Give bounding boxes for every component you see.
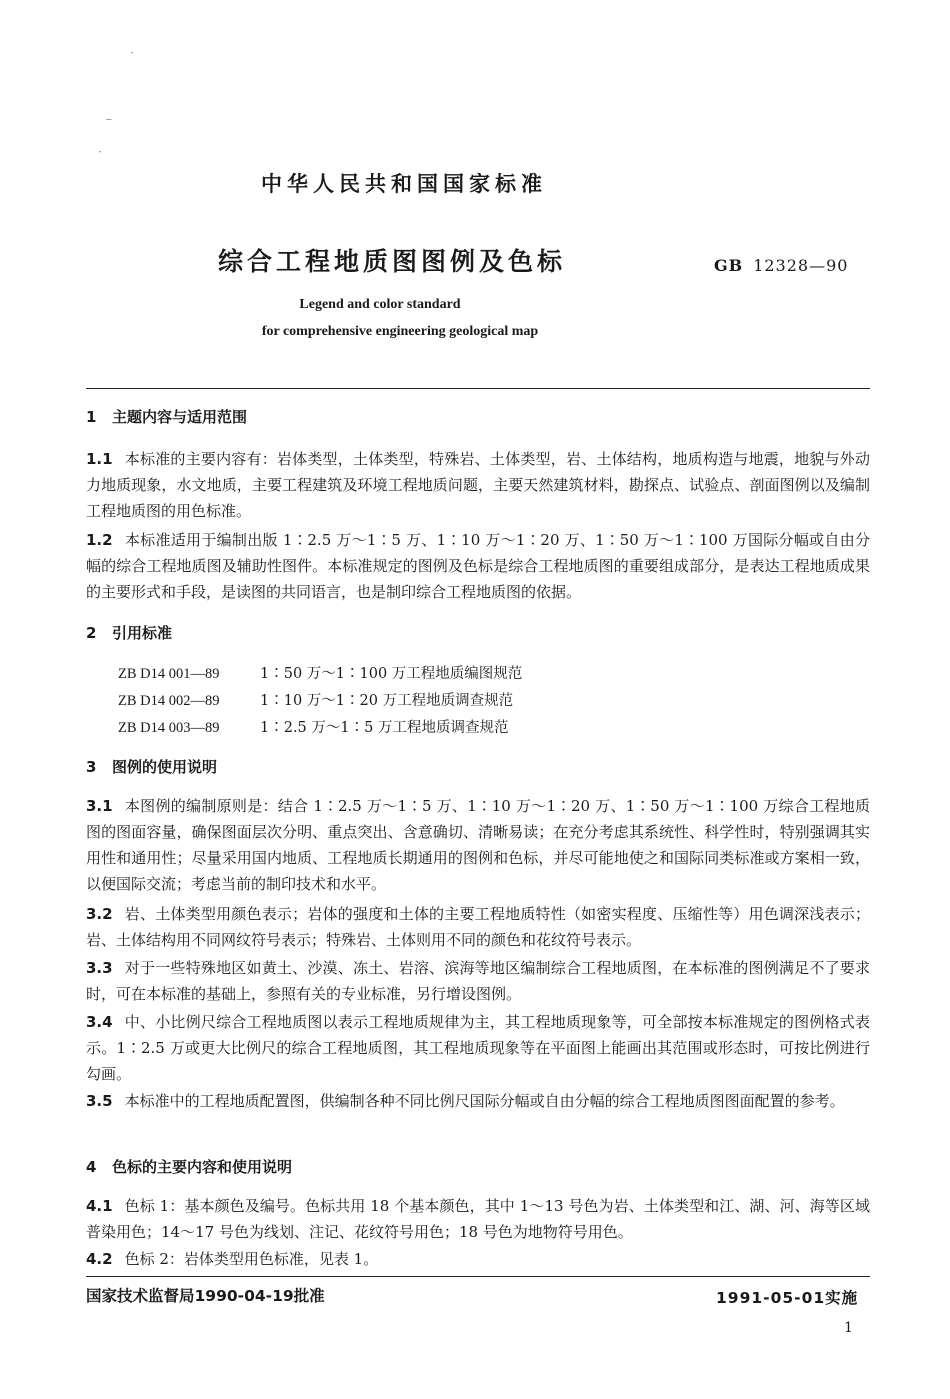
section-title: 主题内容与适用范围 xyxy=(112,408,248,426)
section-3-heading xyxy=(86,756,217,777)
scan-mark: · xyxy=(98,145,102,159)
standard-number xyxy=(714,256,848,275)
paragraph-3-1 xyxy=(86,793,870,897)
approval-date: 国家技术监督局1990-04-19批准 xyxy=(86,1287,325,1305)
clause-text: 本标准的主要内容有：岩体类型，土体类型，特殊岩、土体类型，岩、土体结构，地质构造与地震，地貌与外动力地质现象，水文地质，主要工程建筑及环境工程地质问题，主要天然建筑材料，勘探点、试验点、剖面图例以及编制工程地质图的用色标准。 xyxy=(86,450,870,520)
header-divider xyxy=(86,388,870,389)
national-standard-heading: 中华人民共和国国家标准 xyxy=(261,172,547,196)
paragraph-3-4 xyxy=(86,1009,870,1087)
clause-number: 3.4 xyxy=(86,1013,113,1031)
effective-date: 1991-05-01实施 xyxy=(716,1289,859,1307)
reference-code: ZB D14 003—89 xyxy=(118,720,220,736)
clause-number: 1.1 xyxy=(86,450,113,468)
paragraph-3-3 xyxy=(86,955,870,1007)
clause-text: 岩、土体类型用颜色表示；岩体的强度和土体的主要工程地质特性（如密实程度、压缩性等）用色调深浅表示；岩、土体结构用不同网纹符号表示；特殊岩、土体则用不同的颜色和花纹符号表示。 xyxy=(86,905,870,949)
paragraph-3-2 xyxy=(86,901,870,953)
clause-number: 3.5 xyxy=(86,1092,113,1110)
footer-divider xyxy=(86,1276,870,1277)
scan-mark: – xyxy=(106,112,112,126)
clause-number: 3.3 xyxy=(86,959,113,977)
paragraph-3-5 xyxy=(86,1088,870,1114)
gb-number: 12328—90 xyxy=(753,256,849,275)
section-1-heading xyxy=(86,406,247,427)
clause-number: 1.2 xyxy=(86,531,113,549)
clause-text: 本标准适用于编制出版 1∶2.5 万～1∶5 万、1∶10 万～1∶20 万、1∶50 万～1∶100 万国际分幅或自由分幅的综合工程地质图及辅助性图件。本标准规定的图例及色标是综合工程地质图的重要组成部分，是表达工程地质成果的主要形式和手段，是读图的共同语言，也是制印综合工程地质图的依据。 xyxy=(86,531,870,601)
section-number: 4 xyxy=(86,1158,97,1176)
reference-item xyxy=(118,662,522,683)
reference-code: ZB D14 002—89 xyxy=(118,693,220,709)
section-title: 色标的主要内容和使用说明 xyxy=(112,1158,293,1176)
section-2-heading xyxy=(86,622,172,643)
clause-text: 本图例的编制原则是：结合 1∶2.5 万～1∶5 万、1∶10 万～1∶20 万、1∶50 万～1∶100 万综合工程地质图的图面容量，确保图面层次分明、重点突出、含意确切、清晰易读；在充分考虑其系统性、科学性时，特别强调其实用性和通用性；尽量采用国内地质、工程地质长期通用的图例和色标，并尽可能地使之和国际同类标准或方案相一致，以便国际交流；考虑当前的制印技术和水平。 xyxy=(86,797,870,893)
clause-number: 4.1 xyxy=(86,1197,113,1215)
paragraph-1-2 xyxy=(86,527,870,605)
reference-item xyxy=(118,716,508,737)
document-title-cn: 综合工程地质图图例及色标 xyxy=(218,247,567,276)
section-title: 图例的使用说明 xyxy=(112,758,218,776)
clause-text: 色标 1：基本颜色及编号。色标共用 18 个基本颜色，其中 1～13 号色为岩、土体类型和江、湖、河、海等区域普染用色；14～17 号色为线划、注记、花纹符号用色；18 号色为地物符号用色。 xyxy=(86,1197,870,1241)
document-title-en-line1: Legend and color standard xyxy=(299,297,461,312)
reference-item xyxy=(118,689,513,710)
clause-text: 对于一些特殊地区如黄土、沙漠、冻土、岩溶、滨海等地区编制综合工程地质图，在本标准的图例满足不了要求时，可在本标准的基础上，参照有关的专业标准，另行增设图例。 xyxy=(86,959,870,1003)
document-title-en-line2: for comprehensive engineering geological map xyxy=(261,324,539,339)
reference-name: 1∶50 万～1∶100 万工程地质编图规范 xyxy=(260,666,523,682)
page-number: 1 xyxy=(844,1320,853,1336)
clause-text: 色标 2：岩体类型用色标准，见表 1。 xyxy=(124,1250,379,1268)
scan-mark: · xyxy=(130,46,134,60)
clause-text: 中、小比例尺综合工程地质图以表示工程地质规律为主，其工程地质现象等，可全部按本标准规定的图例格式表示。1∶2.5 万或更大比例尺的综合工程地质图，其工程地质现象等在平面图上能画出其范围或形态时，可按比例进行勾画。 xyxy=(86,1013,870,1083)
section-title: 引用标准 xyxy=(112,624,173,642)
section-number: 1 xyxy=(86,408,97,426)
clause-number: 3.2 xyxy=(86,905,113,923)
reference-name: 1∶2.5 万～1∶5 万工程地质调查规范 xyxy=(260,720,509,736)
paragraph-1-1 xyxy=(86,446,870,524)
reference-code: ZB D14 001—89 xyxy=(118,666,220,682)
clause-number: 3.1 xyxy=(86,797,113,815)
paragraph-4-1 xyxy=(86,1193,870,1245)
section-number: 2 xyxy=(86,624,97,642)
clause-text: 本标准中的工程地质配置图，供编制各种不同比例尺国际分幅或自由分幅的综合工程地质图图面配置的参考。 xyxy=(124,1092,845,1110)
gb-prefix: GB xyxy=(714,256,744,275)
paragraph-4-2 xyxy=(86,1246,870,1272)
reference-name: 1∶10 万～1∶20 万工程地质调查规范 xyxy=(260,693,514,709)
section-4-heading xyxy=(86,1156,292,1177)
clause-number: 4.2 xyxy=(86,1250,113,1268)
section-number: 3 xyxy=(86,758,97,776)
